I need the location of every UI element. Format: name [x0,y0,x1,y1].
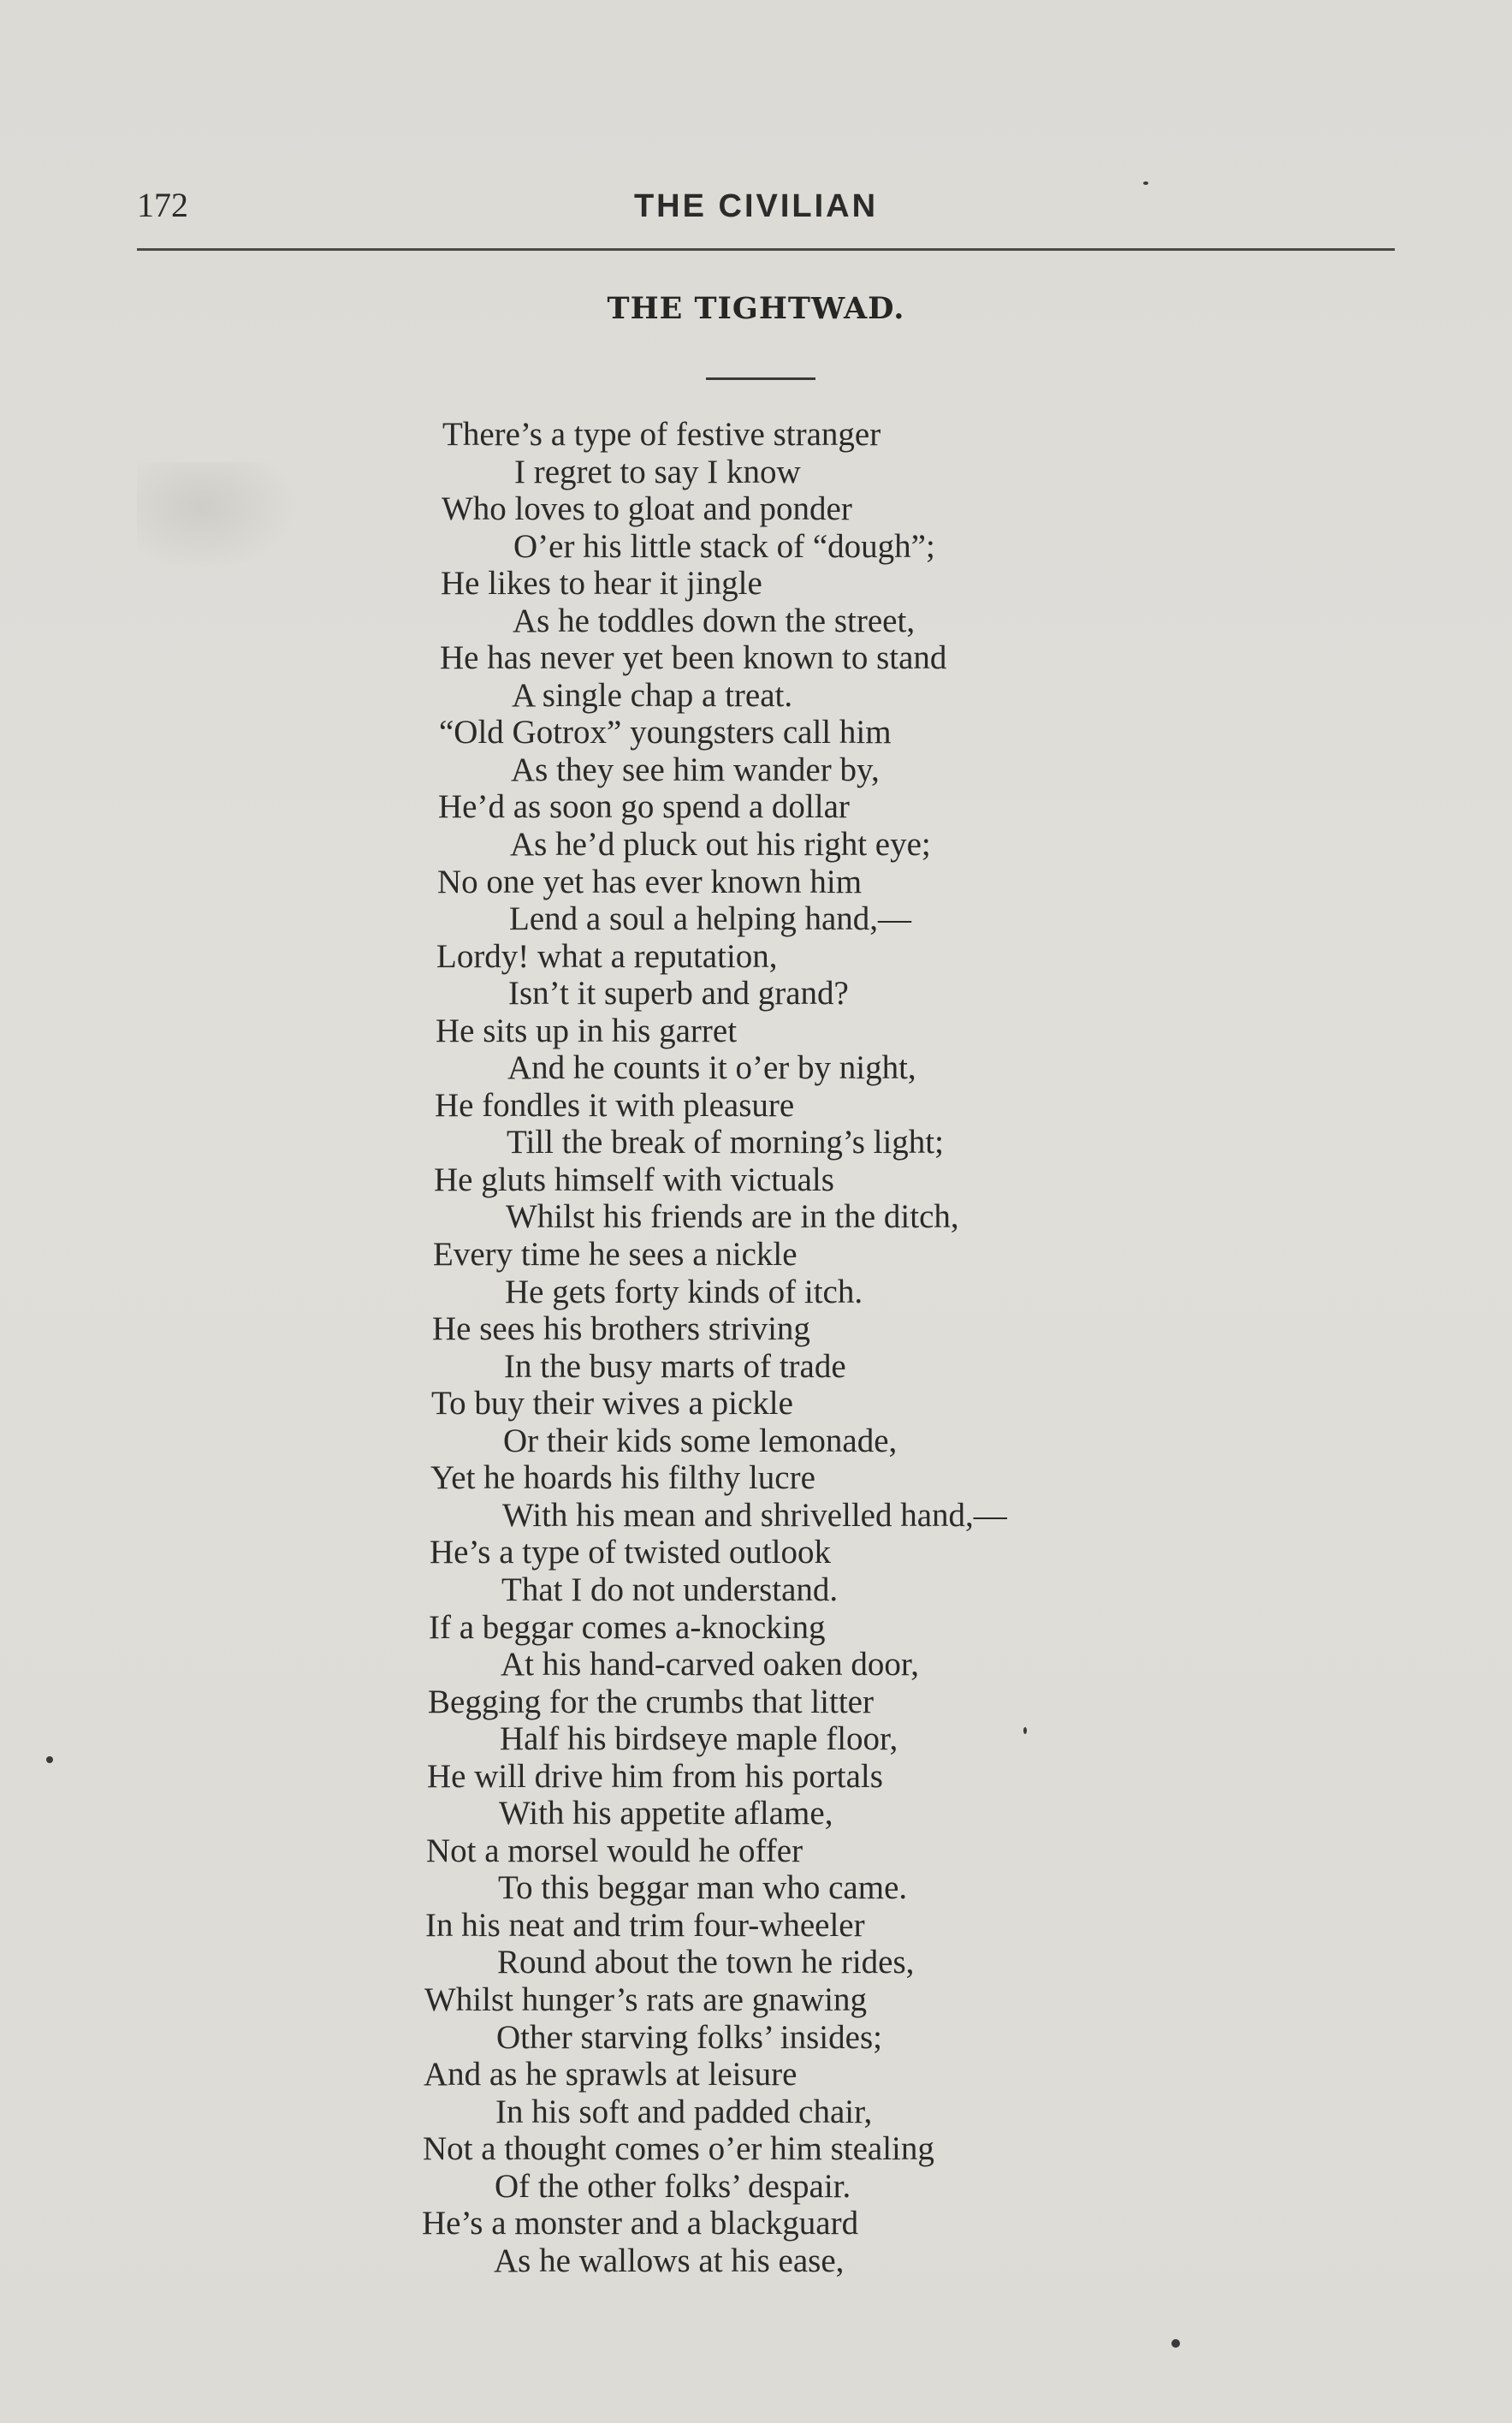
poem-line: Round about the town he rides, [497,1944,915,1981]
poem-line: Whilst hunger’s rats are gnawing [424,1981,867,2018]
title-rule [706,377,815,380]
poem-line: He sees his brothers striving [432,1310,810,1348]
ink-speck [46,1756,53,1763]
poem-line: He’s a type of twisted outlook [430,1534,832,1571]
poem-line: Of the other folks’ despair. [495,2167,851,2205]
poem-line: Who loves to gloat and ponder [442,490,852,528]
poem-line: To this beggar man who came. [498,1869,908,1907]
poem-line: He gluts himself with victuals [434,1161,834,1198]
poem-line: Isn’t it superb and grand? [508,975,849,1013]
poem-line: As they see him wander by, [511,751,880,788]
poem-line: Whilst his friends are in the ditch, [506,1198,959,1236]
poem-line: Till the break of morning’s light; [507,1124,944,1161]
poem-line: He gets forty kinds of itch. [505,1273,863,1310]
poem-title: THE TIGHTWAD. [607,291,905,326]
ink-speck [1143,181,1148,185]
poem-line: He has never yet been known to stand [440,639,947,677]
ink-speck [1023,1727,1027,1734]
poem-body [0,416,1512,2279]
poem-line: In his soft and padded chair, [495,2093,873,2130]
poem-line: “Old Gotrox” youngsters call him [439,714,892,751]
poem-line: In his neat and trim four-wheeler [425,1906,865,1944]
poem-line: Not a thought comes o’er him stealing [423,2130,934,2168]
poem-line: He likes to hear it jingle [441,565,762,603]
poem-line: Lordy! what a reputation, [436,937,778,975]
poem-line: As he toddles down the street, [513,602,916,639]
poem-line: No one yet has ever known him [437,863,863,900]
poem-line: That I do not understand. [501,1571,839,1608]
poem-line: Yet he hoards his filthy lucre [430,1459,815,1497]
poem-line: Half his birdseye maple floor, [500,1720,898,1758]
poem-line: As he’d pluck out his right eye; [510,826,931,864]
poem-line: He fondles it with pleasure [435,1086,795,1124]
poem-line: And as he sprawls at leisure [424,2056,798,2093]
poem-line: Not a morsel would he offer [426,1832,803,1869]
poem-line: To buy their wives a pickle [431,1385,793,1422]
poem-line: Other starving folks’ insides; [496,2018,882,2056]
poem-line: Begging for the crumbs that litter [428,1683,874,1720]
page-number: 172 [137,186,188,224]
poem-line: A single chap a treat. [512,676,793,714]
poem-line: Or their kids some lemonade, [503,1422,898,1459]
poem-line: He will drive him from his portals [427,1757,883,1795]
poem-line: I regret to say I know [514,453,801,490]
header-rule [137,248,1395,251]
poem-line: Every time he sees a nickle [433,1236,798,1274]
poem-line: At his hand-carved oaken door, [501,1646,920,1684]
poem-line: O’er his little stack of “dough”; [513,527,935,565]
poem-line: He’d as soon go spend a dollar [438,788,850,826]
poem-line: As he wallows at his ease, [494,2242,845,2279]
poem-line: He’s a monster and a blackguard [422,2205,859,2242]
poem-line: He sits up in his garret [436,1012,738,1049]
poem-line: And he counts it o’er by night, [507,1049,916,1087]
poem-line: With his mean and shrivelled hand,— [502,1496,1007,1534]
poem-line: If a beggar comes a-knocking [429,1608,826,1646]
running-title: THE CIVILIAN [633,188,879,224]
poem-line: Lend a soul a helping hand,— [509,900,912,938]
ink-speck [1171,2339,1180,2348]
poem-line: With his appetite aflame, [499,1795,833,1832]
poem-line: In the busy marts of trade [504,1347,846,1385]
poem-line: There’s a type of festive stranger [442,416,881,453]
